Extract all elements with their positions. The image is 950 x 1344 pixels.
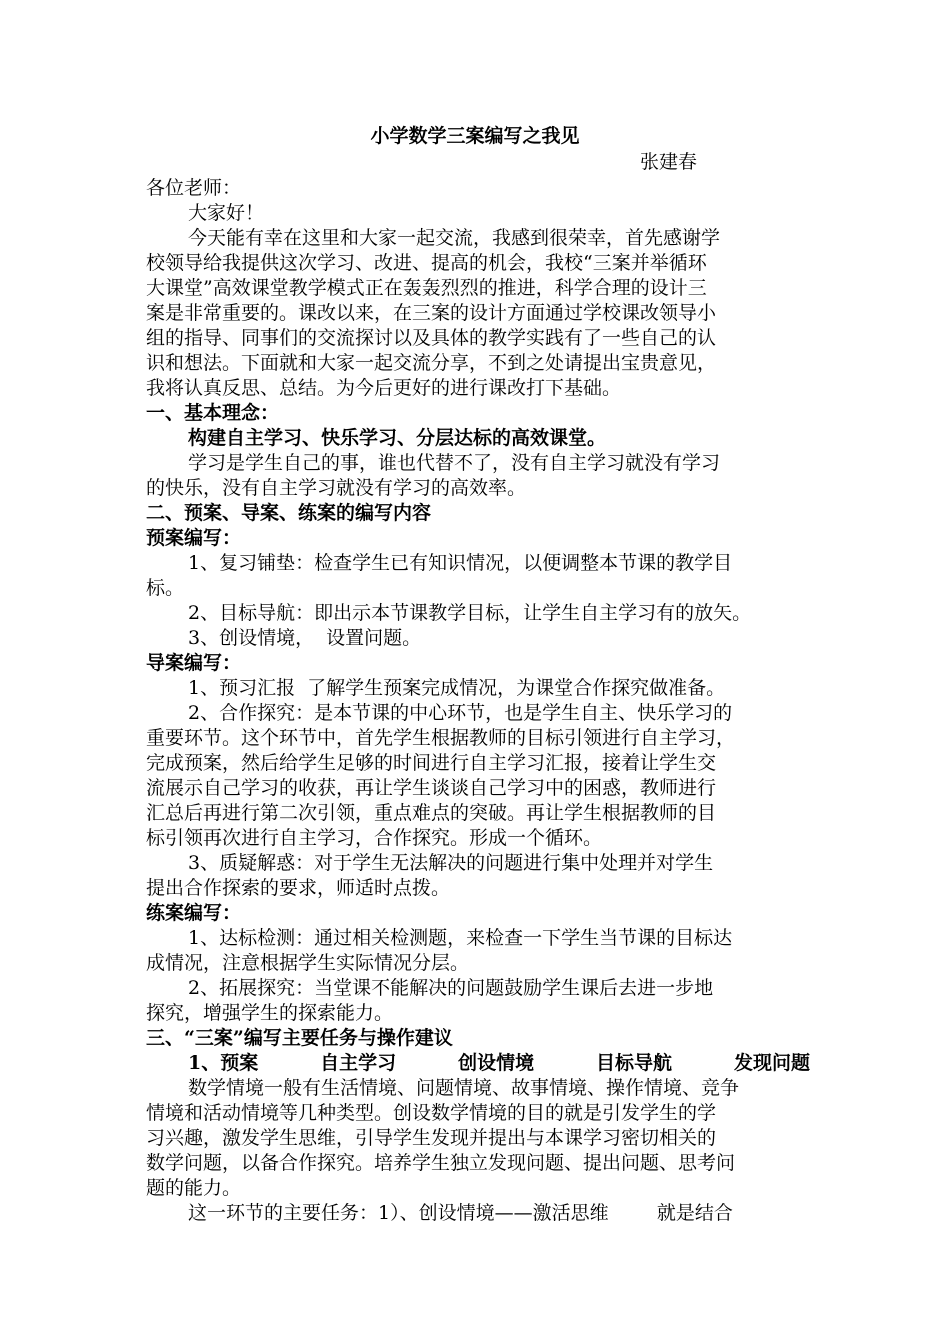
paragraph-line: 标引领再次进行自主学习，合作探究。形成一个循环。 xyxy=(146,827,603,849)
paragraph-line: 2、目标导航：即出示本节课教学目标，让学生自主学习有的放矢。 xyxy=(188,602,752,624)
paragraph-line: 组的指导、同事们的交流探讨以及具体的教学实践有了一些自己的认 xyxy=(146,327,717,349)
paragraph-line: 2、拓展探究：当堂课不能解决的问题鼓励学生课后去进一步地 xyxy=(188,977,714,999)
paragraph-line: 今天能有幸在这里和大家一起交流，我感到很荣幸，首先感谢学 xyxy=(188,227,721,249)
section-heading: 三、“三案”编写主要任务与操作建议 xyxy=(146,1027,453,1049)
heading-row-item: 目标导航 xyxy=(596,1052,673,1074)
section-heading: 一、基本理念： xyxy=(146,402,280,424)
paragraph-line: 题的能力。 xyxy=(146,1177,242,1199)
author-name: 张建春 xyxy=(640,151,698,173)
paragraph-line: 识和想法。下面就和大家一起交流分享，不到之处请提出宝贵意见， xyxy=(146,352,717,374)
paragraph-line: 成情况，注意根据学生实际情况分层。 xyxy=(146,952,470,974)
paragraph-line: 情境和活动情境等几种类型。创设数学情境的目的就是引发学生的学 xyxy=(146,1102,717,1124)
paragraph-line: 重要环节。这个环节中，首先学生根据教师的目标引领进行自主学习， xyxy=(146,727,736,749)
heading-row xyxy=(188,1051,810,1075)
heading-row-item: 创设情境 xyxy=(458,1052,535,1074)
bold-statement: 构建自主学习、快乐学习、分层达标的高效课堂。 xyxy=(188,427,607,449)
greeting: 大家好！ xyxy=(188,202,265,224)
section-heading: 二、预案、导案、练案的编写内容 xyxy=(146,502,432,524)
paragraph-line: 1、预习汇报 了解学生预案完成情况，为课堂合作探究做准备。 xyxy=(188,677,726,699)
paragraph-line: 流展示自己学习的收获，再让学生谈谈自己学习中的困惑，教师进行 xyxy=(146,777,717,799)
paragraph-line: 3、创设情境， 设置问题。 xyxy=(188,627,422,649)
paragraph-line: 提出合作探索的要求，师适时点拨。 xyxy=(146,877,451,899)
paragraph-line: 3、质疑解惑：对于学生无法解决的问题进行集中处理并对学生 xyxy=(188,852,714,874)
paragraph-line: 的快乐，没有自主学习就没有学习的高效率。 xyxy=(146,477,527,499)
subsection-heading: 导案编写： xyxy=(146,652,242,674)
salutation: 各位老师： xyxy=(146,177,242,199)
paragraph-line: 学习是学生自己的事，谁也代替不了，没有自主学习就没有学习 xyxy=(188,452,721,474)
paragraph-line: 习兴趣，激发学生思维，引导学生发现并提出与本课学习密切相关的 xyxy=(146,1127,717,1149)
paragraph-line: 汇总后再进行第二次引领，重点难点的突破。再让学生根据教师的目 xyxy=(146,802,717,824)
heading-row-item: 发现问题 xyxy=(733,1052,810,1074)
paragraph-line: 探究，增强学生的探索能力。 xyxy=(146,1002,394,1024)
heading-row-item: 1、预案 xyxy=(188,1052,259,1074)
paragraph-line: 数学问题，以备合作探究。培养学生独立发现问题、提出问题、思考问 xyxy=(146,1152,736,1174)
document-title: 小学数学三案编写之我见 xyxy=(370,125,580,147)
paragraph-line: 1、复习铺垫：检查学生已有知识情况，以便调整本节课的教学目 xyxy=(188,552,733,574)
paragraph-line: 校领导给我提供这次学习、改进、提高的机会，我校“三案并举循环 xyxy=(146,252,707,274)
paragraph-line: 数学情境一般有生活情境、问题情境、故事情境、操作情境、竞争 xyxy=(188,1077,740,1099)
paragraph-line: 1、达标检测：通过相关检测题，来检查一下学生当节课的目标达 xyxy=(188,927,733,949)
heading-row-item: 自主学习 xyxy=(320,1052,397,1074)
paragraph-line: 大课堂”高效课堂教学模式正在轰轰烈烈的推进，科学合理的设计三 xyxy=(146,277,707,299)
paragraph-line: 案是非常重要的。课改以来，在三案的设计方面通过学校课改领导小 xyxy=(146,302,717,324)
paragraph-line: 标。 xyxy=(146,577,185,599)
subsection-heading: 预案编写： xyxy=(146,527,242,549)
paragraph-line: 完成预案，然后给学生足够的时间进行自主学习汇报，接着让学生交 xyxy=(146,752,717,774)
subsection-heading: 练案编写： xyxy=(146,902,242,924)
paragraph-line: 2、合作探究：是本节课的中心环节，也是学生自主、快乐学习的 xyxy=(188,702,733,724)
paragraph-line: 这一环节的主要任务：1）、创设情境——激活思维 就是结合 xyxy=(188,1202,733,1224)
paragraph-line: 我将认真反思、总结。为今后更好的进行课改打下基础。 xyxy=(146,377,622,399)
